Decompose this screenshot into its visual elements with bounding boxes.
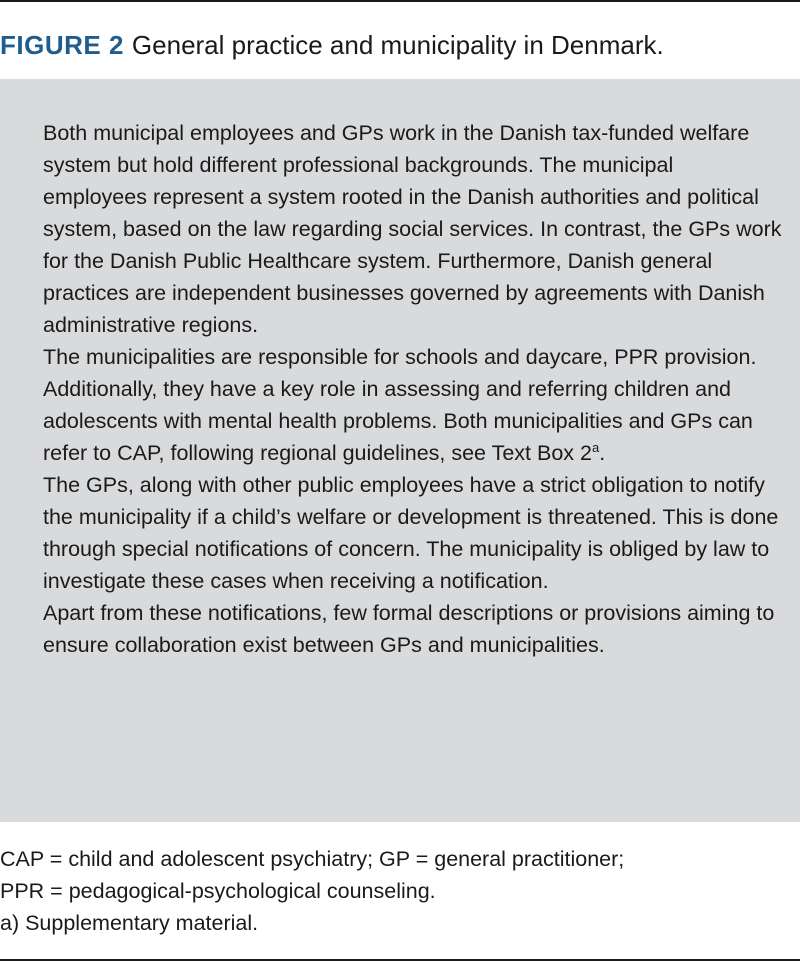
footnote-marker-a: a	[591, 440, 600, 455]
footnote-a: a) Supplementary material.	[0, 911, 259, 935]
paragraph-4: Apart from these notifications, few formal descriptions or provisions aiming to ensure collaboration exist between GPs and municipalities.	[43, 601, 775, 657]
figure-title	[0, 28, 800, 62]
text-box-body	[43, 117, 783, 661]
paragraph-2	[43, 341, 783, 469]
paragraph-2-text: The municipalities are responsible for schools and daycare, PPR provision. Additionally, they have a key role in assessing and referring children and adolescents with mental health problems. Both municipalities and GPs can refer to CAP, following regional guidelines, see Text Box 2	[43, 345, 757, 465]
abbreviations-line-2: PPR = pedagogical-psychological counseling.	[0, 879, 436, 903]
paragraph-1: Both municipal employees and GPs work in the Danish tax-funded welfare system but hold different professional backgrounds. The municipal employees represent a system rooted in the Danish authorities and political system, based on the law regarding social services. In contrast, the GPs work for the Danish Public Healthcare system. Furthermore, Danish general practices are independent businesses governed by agreements with Danish administrative regions.	[43, 121, 782, 337]
figure-label: FIGURE 2	[0, 30, 124, 60]
figure-caption: General practice and municipality in Denmark.	[131, 30, 664, 60]
paragraph-3: The GPs, along with other public employees have a strict obligation to notify the municipality if a child’s welfare or development is threatened. This is done through special notifications of concern. The municipality is obliged by law to investigate these cases when receiving a notification.	[43, 473, 779, 593]
paragraph-2-period: .	[599, 441, 606, 465]
top-rule	[0, 0, 800, 2]
text-box	[0, 79, 800, 822]
abbreviations-line-1: CAP = child and adolescent psychiatry; GP = general practitioner;	[0, 847, 625, 871]
footnotes	[0, 843, 800, 939]
